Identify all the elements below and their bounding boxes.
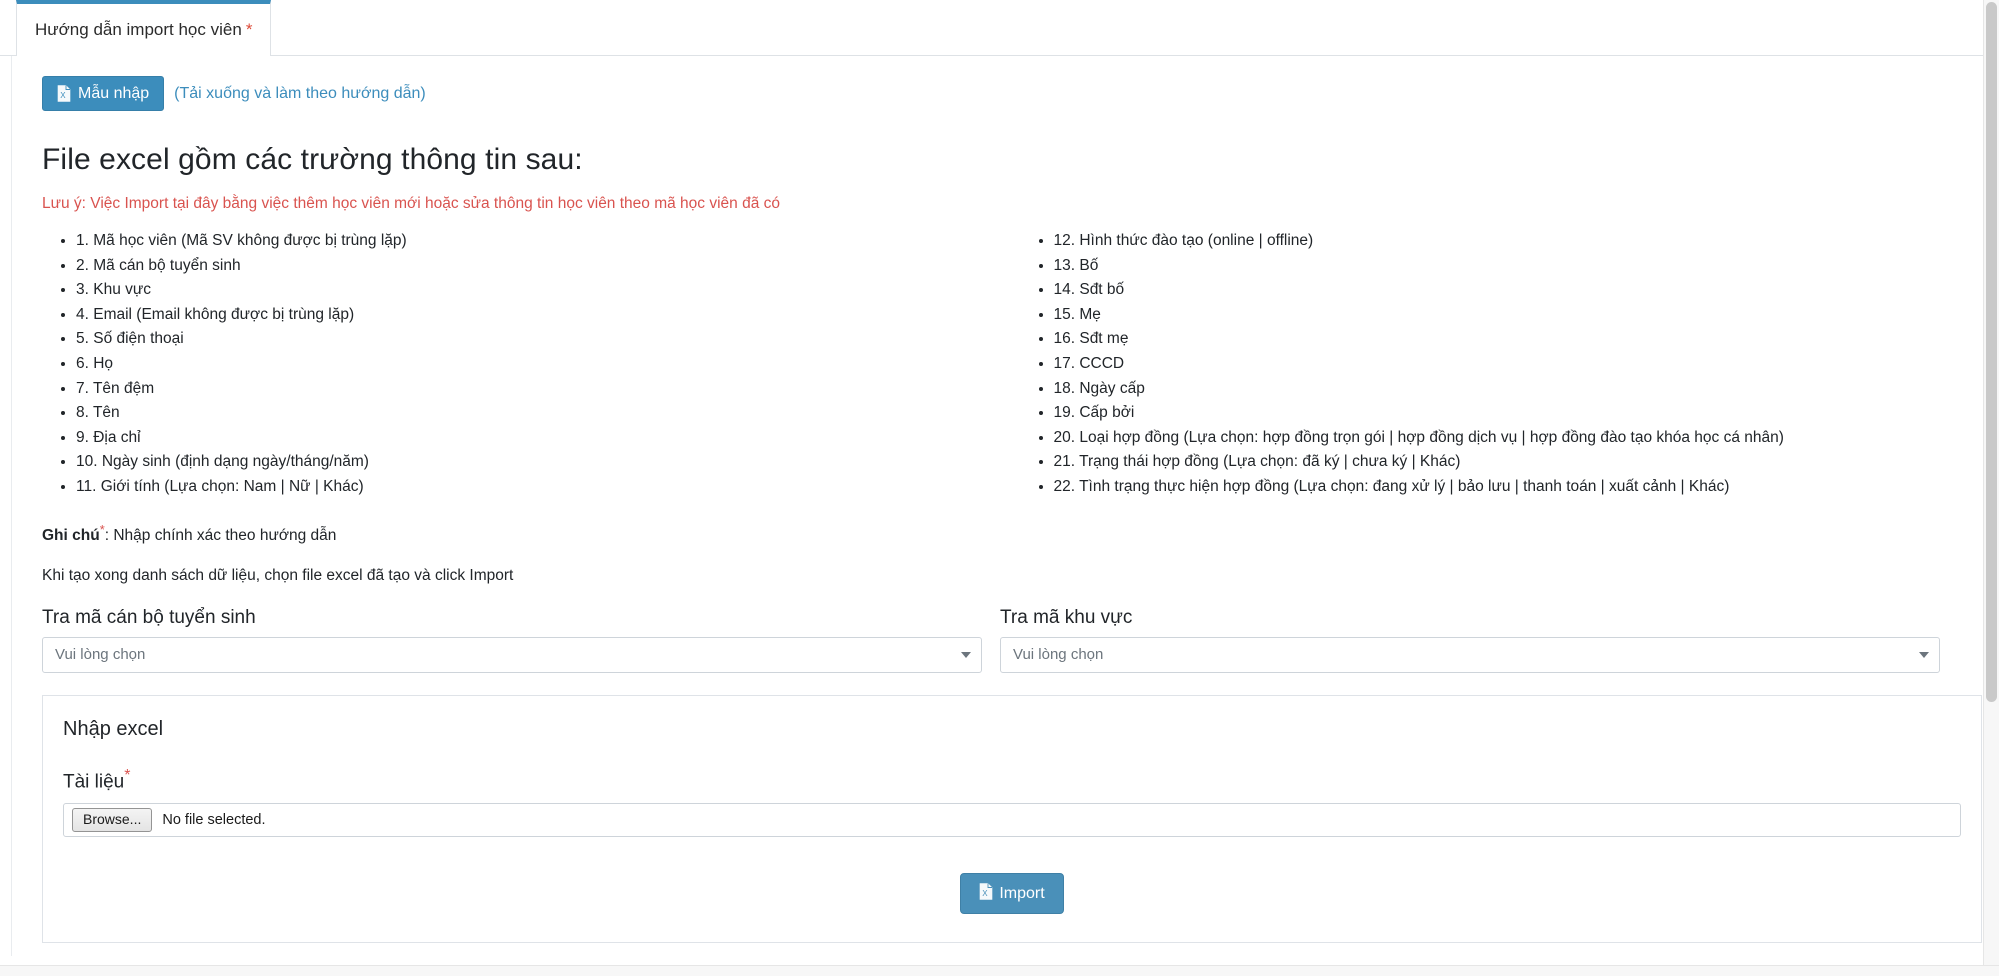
lookup-staff-code-placeholder: Vui lòng chọn (55, 646, 146, 664)
download-sample-label: Mẫu nhập (78, 84, 150, 102)
note-ghichu (42, 522, 1999, 545)
file-status-text: No file selected. (162, 812, 266, 829)
sample-download-row (42, 76, 1999, 111)
lookup-staff-code (0, 607, 982, 673)
list-item: • 5. Số điện thoại (76, 327, 1000, 352)
browse-button[interactable]: Browse... (72, 808, 152, 831)
import-panel-body (43, 741, 1981, 837)
list-item: • 7. Tên đệm (76, 377, 1000, 402)
scrollbar-thumb[interactable] (1986, 2, 1997, 702)
list-item: • 8. Tên (76, 401, 1000, 426)
horizontal-scrollbar[interactable] (0, 965, 1999, 976)
field-list-left (42, 229, 1000, 500)
import-panel-title: Nhập excel (63, 717, 164, 740)
list-item: • 11. Giới tính (Lựa chọn: Nam | Nữ | Khác) (76, 475, 1000, 500)
chevron-down-icon (1919, 652, 1929, 658)
download-sample-button[interactable] (42, 76, 164, 111)
list-item: • 21. Trạng thái hợp đồng (Lựa chọn: đã ký | chưa ký | Khác) (1054, 450, 1999, 475)
list-item: • 12. Hình thức đào tạo (online | offline) (1054, 229, 1999, 254)
download-note: (Tải xuống và làm theo hướng dẫn) (174, 84, 426, 102)
list-item: • 4. Email (Email không được bị trùng lặp) (76, 303, 1000, 328)
list-item: • 15. Mẹ (1054, 303, 1999, 328)
import-panel-footer (43, 837, 1981, 942)
list-item: • 19. Cấp bởi (1054, 401, 1999, 426)
file-field-label-text: Tài liệu (63, 771, 125, 793)
field-column-right (1000, 229, 1999, 500)
import-button-label: Import (999, 884, 1045, 902)
file-required-mark: * (124, 766, 131, 784)
list-item: • 14. Sđt bố (1054, 278, 1999, 303)
excel-file-icon (979, 883, 993, 904)
import-button[interactable] (960, 873, 1063, 914)
list-item: • 16. Sđt mẹ (1054, 327, 1999, 352)
lookup-area-code-placeholder: Vui lòng chọn (1013, 646, 1104, 664)
content-left-rule (11, 56, 12, 956)
note-ghichu-label: Ghi chú (42, 526, 100, 544)
lookup-staff-code-label: Tra mã cán bộ tuyển sinh (42, 606, 256, 628)
vertical-scrollbar[interactable] (1983, 0, 1999, 976)
svg-text:X: X (982, 889, 988, 899)
file-upload-field[interactable] (63, 803, 1961, 837)
field-column-left (0, 229, 1000, 500)
page-title: File excel gồm các trường thông tin sau: (42, 143, 583, 176)
note-ghichu-text: : Nhập chính xác theo hướng dẫn (104, 526, 337, 544)
field-columns (0, 229, 1999, 500)
list-item: • 2. Mã cán bộ tuyển sinh (76, 254, 1000, 279)
list-item: • 22. Tình trạng thực hiện hợp đồng (Lựa chọn: đang xử lý | bảo lưu | thanh toán | xuất cảnh | Khác) (1054, 475, 1999, 500)
field-list-right (1020, 229, 1999, 500)
chevron-down-icon (961, 652, 971, 658)
list-item: • 17. CCCD (1054, 352, 1999, 377)
import-panel (42, 695, 1982, 943)
tab-required-mark: * (245, 20, 253, 39)
list-item: • 10. Ngày sinh (định dạng ngày/tháng/năm) (76, 450, 1000, 475)
list-item: • 3. Khu vực (76, 278, 1000, 303)
list-item: • 9. Địa chỉ (76, 426, 1000, 451)
list-item: • 20. Loại hợp đồng (Lựa chọn: hợp đồng trọn gói | hợp đồng dịch vụ | hợp đồng đào tạo khóa học cá nhân) (1054, 426, 1999, 451)
tab-bar (0, 0, 1999, 56)
lookup-staff-code-select[interactable] (42, 637, 982, 673)
list-item: • 18. Ngày cấp (1054, 377, 1999, 402)
tab-label: Hướng dẫn import học viên (35, 20, 242, 39)
lookup-area-code-select[interactable] (1000, 637, 1940, 673)
svg-text:X: X (60, 91, 66, 100)
list-item: • 13. Bố (1054, 254, 1999, 279)
lookup-area-code (982, 607, 1982, 673)
list-item: • 6. Họ (76, 352, 1000, 377)
file-field-label (63, 767, 1961, 793)
import-warning-note: Lưu ý: Việc Import tại đây bằng việc thêm học viên mới hoặc sửa thông tin học viên theo mã học viên đã có (42, 195, 781, 212)
excel-file-icon (57, 85, 71, 102)
note-after-create: Khi tạo xong danh sách dữ liệu, chọn file excel đã tạo và click Import (42, 566, 514, 584)
lookup-area-code-label: Tra mã khu vực (1000, 606, 1133, 628)
list-item: • 1. Mã học viên (Mã SV không được bị trùng lặp) (76, 229, 1000, 254)
tab-import-guide[interactable] (16, 0, 271, 56)
lookup-row (0, 607, 1999, 673)
note-ghichu-mark: * (99, 521, 105, 537)
